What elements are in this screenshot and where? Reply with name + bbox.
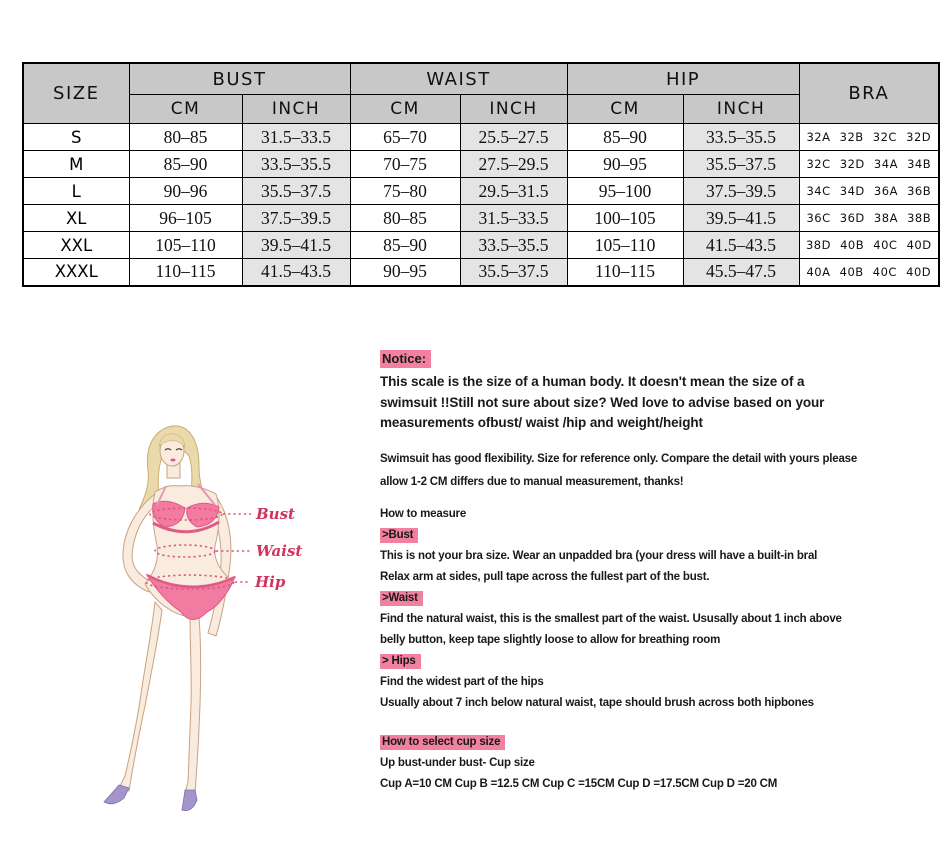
bust-cm-cell: 105–110 — [129, 232, 242, 259]
size-cell: XL — [23, 205, 129, 232]
waist-cm-cell: 70–75 — [350, 151, 460, 178]
notice-heading — [380, 350, 946, 368]
waist-cm-cell: 85–90 — [350, 232, 460, 259]
waist-cm-cell: 90–95 — [350, 259, 460, 286]
waist-inch-cell: 33.5–35.5 — [460, 232, 567, 259]
header-bust: BUST — [129, 63, 350, 95]
header-waist-cm: CM — [350, 95, 460, 124]
bust-inch-cell: 33.5–35.5 — [242, 151, 350, 178]
waist-cm-cell: 80–85 — [350, 205, 460, 232]
size-cell: XXL — [23, 232, 129, 259]
waist-inch-cell: 27.5–29.5 — [460, 151, 567, 178]
header-waist: WAIST — [350, 63, 567, 95]
hip-cm-cell: 110–115 — [567, 259, 683, 286]
hip-cm-cell: 85–90 — [567, 124, 683, 151]
bust-section-label — [380, 525, 946, 546]
hips-instruction-line: Usually about 7 inch below natural waist, tape should brush across both hipbones — [380, 696, 814, 709]
size-cell: XXXL — [23, 259, 129, 286]
cup-size-line: Cup A=10 CM Cup B =12.5 CM Cup C =15CM Cup D =17.5CM Cup D =20 CM — [380, 777, 778, 790]
bust-cm-cell: 85–90 — [129, 151, 242, 178]
bust-cm-cell: 110–115 — [129, 259, 242, 286]
hip-inch-cell: 39.5–41.5 — [683, 205, 799, 232]
table-row — [23, 205, 939, 232]
waist-inch-cell: 29.5–31.5 — [460, 178, 567, 205]
flexibility-line: allow 1-2 CM differs due to manual measurement, thanks! — [380, 475, 684, 488]
how-to-measure-heading: How to measure — [380, 507, 467, 520]
waist-cm-cell: 65–70 — [350, 124, 460, 151]
table-row — [23, 178, 939, 205]
notice-line: measurements ofbust/ waist /hip and weight/height — [380, 415, 703, 430]
bust-inch-cell: 35.5–37.5 — [242, 178, 350, 205]
table-row — [23, 124, 939, 151]
bust-cm-cell: 96–105 — [129, 205, 242, 232]
bust-cm-cell: 90–96 — [129, 178, 242, 205]
body-measurement-figure — [95, 414, 395, 828]
header-size: SIZE — [23, 63, 129, 124]
bust-inch-cell: 37.5–39.5 — [242, 205, 350, 232]
bust-instruction-line: This is not your bra size. Wear an unpadded bra (your dress will have a built-in bral — [380, 549, 818, 562]
cup-size-heading — [380, 732, 946, 753]
table-row — [23, 232, 939, 259]
waist-instruction-line: belly button, keep tape slightly loose to allow for breathing room — [380, 633, 721, 646]
size-cell: L — [23, 178, 129, 205]
header-bra: BRA — [799, 63, 939, 124]
hips-instruction-line: Find the widest part of the hips — [380, 675, 544, 688]
spacer — [380, 714, 946, 732]
waist-inch-cell: 25.5–27.5 — [460, 124, 567, 151]
waist-instruction-line: Find the natural waist, this is the smallest part of the waist. Ususally about 1 inch above — [380, 612, 842, 625]
waist-inch-cell: 31.5–33.5 — [460, 205, 567, 232]
size-cell: M — [23, 151, 129, 178]
header-bust-cm: CM — [129, 95, 242, 124]
header-hip: HIP — [567, 63, 799, 95]
bra-cell: 36C 36D 38A 38B — [799, 205, 939, 232]
waist-section-label — [380, 588, 946, 609]
hip-cm-cell: 100–105 — [567, 205, 683, 232]
bust-inch-cell: 41.5–43.5 — [242, 259, 350, 286]
size-cell: S — [23, 124, 129, 151]
bra-cell: 38D 40B 40C 40D — [799, 232, 939, 259]
header-bust-inch: INCH — [242, 95, 350, 124]
notice-line: This scale is the size of a human body. It doesn't mean the size of a — [380, 374, 805, 389]
bra-cell: 32A 32B 32C 32D — [799, 124, 939, 151]
header-hip-cm: CM — [567, 95, 683, 124]
hip-inch-cell: 45.5–47.5 — [683, 259, 799, 286]
header-hip-inch: INCH — [683, 95, 799, 124]
figure-hip-label: Hip — [255, 573, 286, 591]
hip-cm-cell: 90–95 — [567, 151, 683, 178]
table-row — [23, 151, 939, 178]
hip-inch-cell: 35.5–37.5 — [683, 151, 799, 178]
cup-size-line: Up bust-under bust- Cup size — [380, 756, 535, 769]
hip-inch-cell: 41.5–43.5 — [683, 232, 799, 259]
figure-waist-label: Waist — [256, 542, 303, 560]
hips-section-label — [380, 651, 946, 672]
notice-text-block — [380, 350, 946, 795]
waist-label-highlight: >Waist — [380, 591, 423, 606]
left-shoe — [104, 785, 129, 804]
hip-cm-cell: 95–100 — [567, 178, 683, 205]
flexibility-line: Swimsuit has good flexibility. Size for reference only. Compare the detail with yours please — [380, 452, 858, 465]
left-leg — [119, 602, 162, 791]
bra-cell: 34C 34D 36A 36B — [799, 178, 939, 205]
notice-heading-highlight: Notice: — [380, 350, 431, 368]
spacer — [380, 494, 946, 504]
header-waist-inch: INCH — [460, 95, 567, 124]
waist-cm-cell: 75–80 — [350, 178, 460, 205]
right-shoe — [182, 790, 197, 811]
bra-cell: 32C 32D 34A 34B — [799, 151, 939, 178]
table-header-row-groups — [23, 63, 939, 95]
table-row — [23, 259, 939, 286]
bust-inch-cell: 31.5–33.5 — [242, 124, 350, 151]
figure-bust-label: Bust — [256, 505, 295, 523]
hip-inch-cell: 33.5–35.5 — [683, 124, 799, 151]
notice-line: swimsuit !!Still not sure about size? Wed love to advise based on your — [380, 394, 825, 410]
waist-inch-cell: 35.5–37.5 — [460, 259, 567, 286]
cup-size-heading-highlight: How to select cup size — [380, 735, 505, 750]
bust-cm-cell: 80–85 — [129, 124, 242, 151]
right-leg — [185, 617, 201, 793]
lips — [170, 459, 175, 462]
spacer — [380, 434, 946, 448]
bust-inch-cell: 39.5–41.5 — [242, 232, 350, 259]
hip-cm-cell: 105–110 — [567, 232, 683, 259]
hip-inch-cell: 37.5–39.5 — [683, 178, 799, 205]
size-chart-table — [22, 62, 940, 287]
bust-label-highlight: >Bust — [380, 528, 418, 543]
hips-label-highlight: > Hips — [380, 654, 421, 669]
bra-cell: 40A 40B 40C 40D — [799, 259, 939, 286]
bust-instruction-line: Relax arm at sides, pull tape across the fullest part of the bust. — [380, 570, 710, 583]
